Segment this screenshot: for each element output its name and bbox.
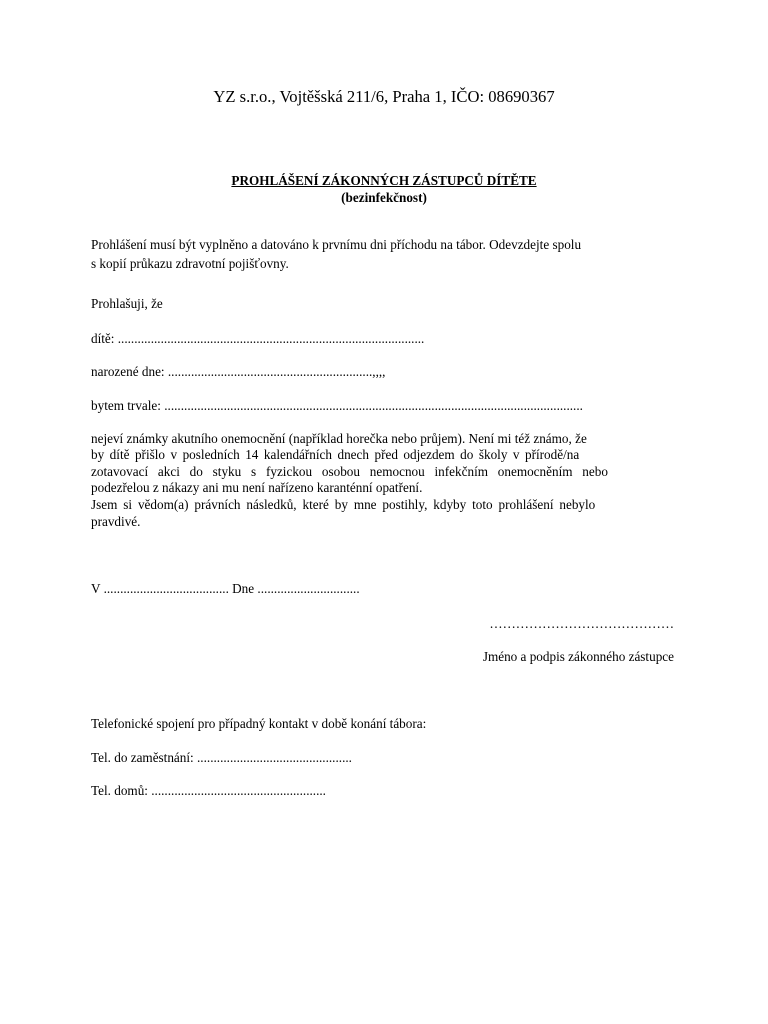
work-phone-field: Tel. do zaměstnání: ............................................... [91,750,352,765]
document-title: PROHLÁŠENÍ ZÁKONNÝCH ZÁSTUPCŮ DÍTĚTE [231,173,537,188]
signature-line: …………………………………… [489,616,674,631]
document-subtitle: (bezinfekčnost) [341,190,427,205]
statement-line-3: zotavovací akci do styku s fyzickou osobou nemocnou infekčním onemocněním nebo [91,464,608,479]
intro-line-1: Prohlášení musí být vyplněno a datováno k prvnímu dni příchodu na tábor. Odevzdejte spolu [91,237,582,252]
statement-line-1: nejeví známky akutního onemocnění (například horečka nebo průjem). Není mi též známo, že [91,431,587,446]
residence-field: bytem trvale: ............................................................................................................................... [91,398,583,413]
awareness-line-1: Jsem si vědom(a) právních následků, které by mne postihly, kdyby toto prohlášení nebylo [91,497,596,512]
birth-date-field: narozené dne: ..............................................................,,,, [91,364,386,379]
declaration-lead: Prohlašuji, že [91,296,163,311]
home-phone-field: Tel. domů: ..................................................... [91,783,326,798]
intro-line-2: s kopií průkazu zdravotní pojišťovny. [91,256,289,271]
statement-line-2: by dítě přišlo v posledních 14 kalendářních dnech před odjezdem do školy v přírodě/na [91,447,580,462]
child-name-field: dítě: ............................................................................................. [91,331,425,346]
awareness-line-2: pravdivé. [91,514,141,529]
contact-heading: Telefonické spojení pro případný kontakt v době konání tábora: [91,716,427,731]
statement-line-4: podezřelou z nákazy ani mu není nařízeno karanténní opatření. [91,480,423,495]
company-header: YZ s.r.o., Vojtěšská 211/6, Praha 1, IČO: 08690367 [213,87,555,106]
place-date-field: V ...................................... Dne ............................... [91,581,360,596]
signature-label: Jméno a podpis zákonného zástupce [482,649,674,664]
